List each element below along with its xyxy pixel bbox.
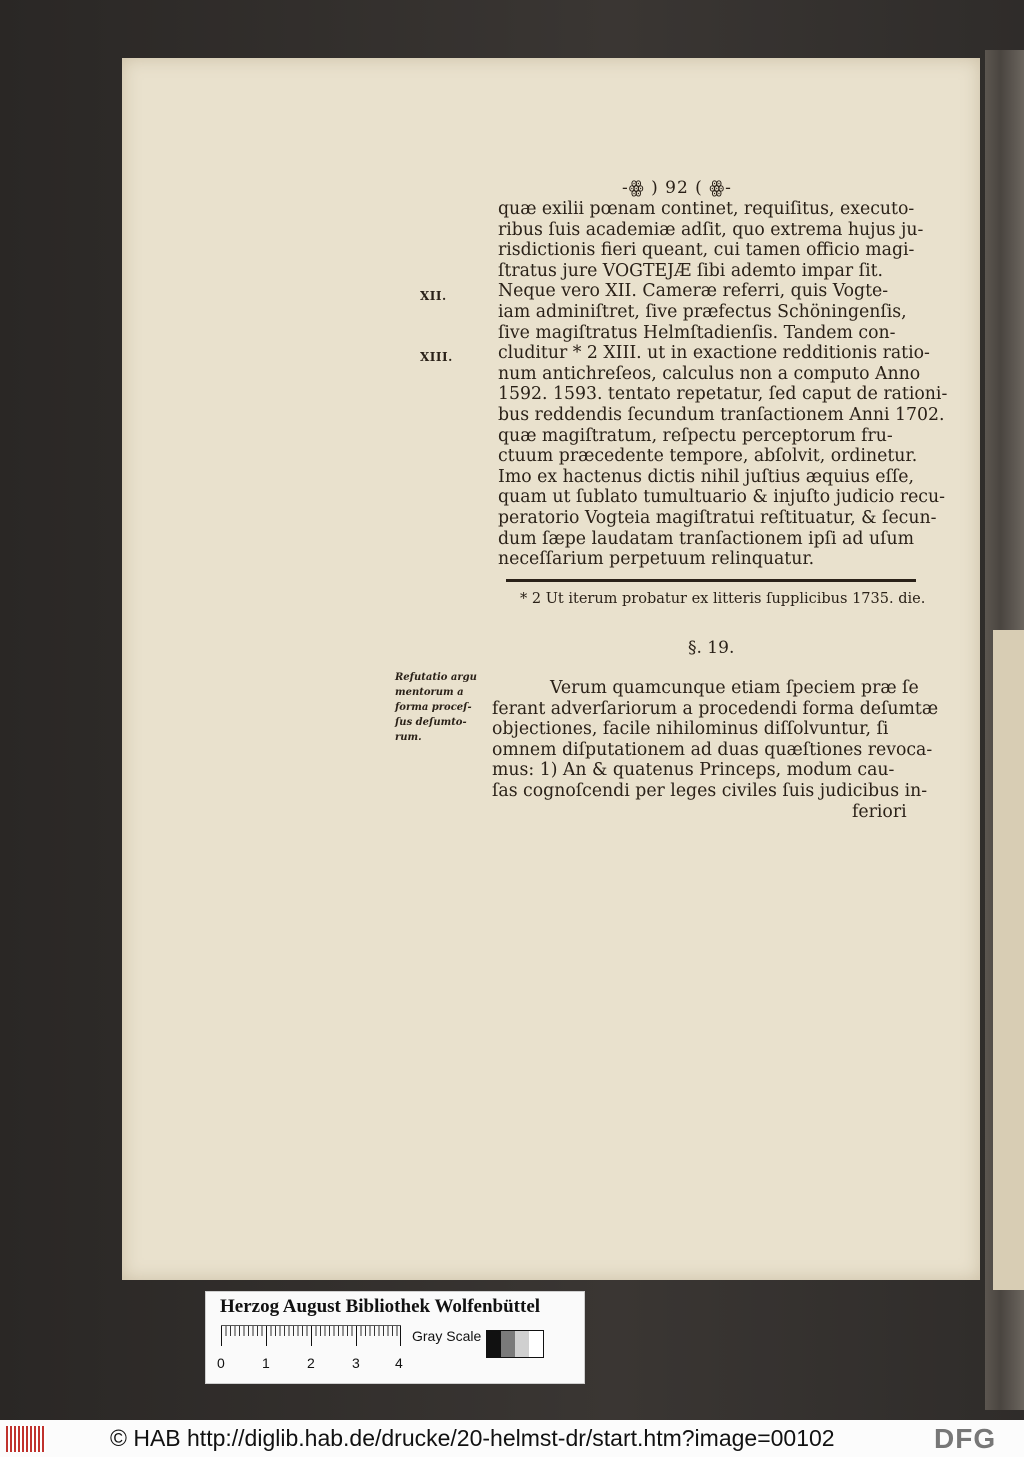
text-line: quæ magiſtratum, reſpectu perceptorum fru- [498,425,893,446]
margin-sidenote [395,670,477,745]
ruler-number: 4 [395,1355,403,1371]
gray-patch [487,1331,501,1357]
sidenote-line: mentorum a [395,687,464,698]
margin-number-xii: XII. [420,289,447,303]
text-line: ſive magiſtratus Helmſtadienſis. Tandem con- [498,322,896,343]
source-url[interactable]: © HAB http://diglib.hab.de/drucke/20-helmst-dr/start.htm?image=00102 [110,1425,835,1451]
text-line: ſtratus jure VOGTEJÆ ſibi ademto impar ſit. [498,260,884,281]
text-line: quæ exilii pœnam continet, requiſitus, executo- [498,199,915,219]
gray-patch [529,1331,543,1357]
ruler-tick [400,1326,401,1346]
text-line: omnem diſputationem ad duas quæſtiones revoca- [492,739,933,760]
text-line: Imo ex hactenus dictis nihil juſtius æquius eſſe, [498,466,914,487]
text-line: objectiones, facile nihilominus diſſolvuntur, ſi [492,719,889,740]
ruler-number: 0 [217,1355,225,1371]
text-line: dum ſæpe laudatam tranſactionem ipſi ad uſum [498,528,914,549]
text-line: ribus ſuis academiæ adſit, quo extrema hujus ju- [498,219,924,240]
gray-scale-bar [486,1330,544,1358]
text-line: Verum quamcunque etiam ſpeciem præ ſe [550,678,919,698]
sidenote-line: forma proceſ- [395,702,472,713]
text-line: 1592. 1593. tentato repetatur, ſed caput de rationi- [498,384,948,405]
catchword: feriori [852,801,907,822]
library-name: Herzog August Bibliothek Wolfenbüttel [220,1296,541,1317]
sidenote-line: ſus deſumto- [395,717,467,728]
ruler-number: 2 [307,1355,315,1371]
text-line: risdictionis fieri queant, cui tamen officio magi- [498,240,915,261]
page-header: -ꙮ ) 92 ( ꙮ- [622,178,732,198]
text-line: mus: 1) An & quatenus Princeps, modum cau- [492,760,895,781]
gray-patch [501,1331,515,1357]
text-line: num antichreſeos, calculus non a computo Anno [498,363,921,384]
text-line: cluditur * 2 XIII. ut in exactione redditionis ratio- [498,343,930,364]
text-line: Neque vero XII. Cameræ referri, quis Vogte- [498,281,889,302]
ruler-number: 3 [352,1355,360,1371]
text-line: ſas cognoſcendi per leges civiles ſuis judicibus in- [492,780,928,801]
ruler-tick [311,1326,312,1346]
section-heading: §. 19. [688,638,735,658]
text-line: ctuum præcedente tempore, abſolvit, ordinetur. [498,446,918,467]
text-line: quam ut ſublato tumultuario & injuſto judicio recu- [498,487,945,508]
section-text [492,678,939,822]
dfg-logo: DFG [934,1423,997,1454]
book-page [122,58,980,1280]
footnote-rule [506,579,916,582]
scale-ruler [221,1325,401,1348]
margin-number-xiii: XIII. [420,350,453,364]
adjacent-page-edge [985,50,1024,1410]
adjacent-page-strip [993,630,1024,1290]
color-reference-card [205,1291,585,1384]
main-text [498,199,948,570]
sidenote-line: rum. [395,732,422,743]
ruler-tick [266,1326,267,1346]
ruler-number: 1 [262,1355,270,1371]
footnote: * 2 Ut iterum probatur ex litteris ſupplicibus 1735. die. [520,591,926,607]
gray-scale-label: Gray Scale [412,1328,482,1344]
text-line: neceſſarium perpetuum relinquatur. [498,549,815,570]
text-line: iam adminiſtret, ſive præfectus Schöningenſis, [498,301,907,322]
sidenote-line: Refutatio argu [395,672,477,683]
gray-patch [515,1331,529,1357]
ruler-tick [221,1326,222,1346]
ruler-tick [356,1326,357,1346]
hab-logo-icon [6,1426,46,1452]
footer-bar [0,1420,1024,1457]
text-line: bus reddendis ſecundum tranſactionem Anni 1702. [498,404,945,425]
text-line: peratorio Vogteia magiſtratui reſtituatur, & ſecun- [498,507,937,528]
text-line: ferant adverſariorum a procedendi forma deſumtæ [492,698,939,719]
